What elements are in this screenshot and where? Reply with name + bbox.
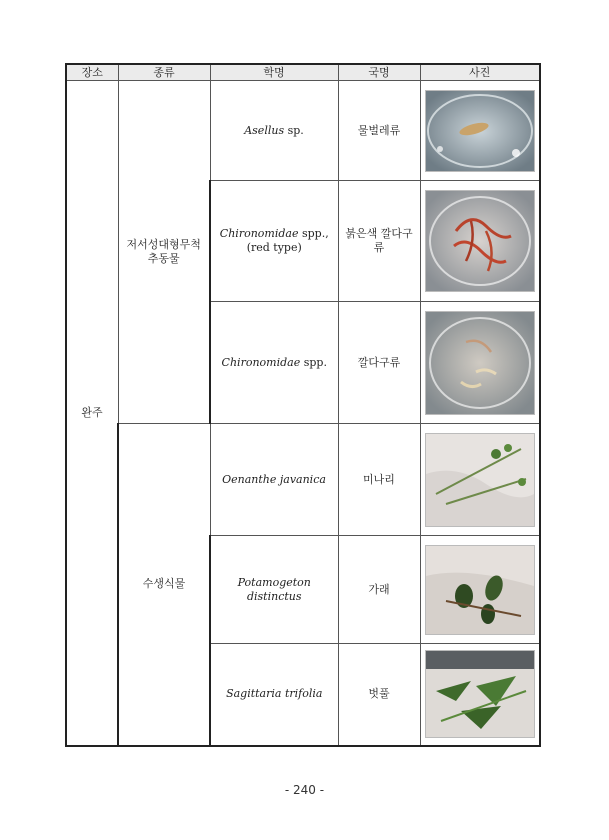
photo-cell: [420, 181, 540, 302]
table-row: [66, 81, 540, 181]
location-cell: 완주: [66, 81, 118, 746]
common-name-cell: 깔다구류: [338, 302, 420, 424]
scientific-name-cell: Asellus sp.: [210, 81, 338, 181]
arrowhead-photo: [425, 650, 535, 738]
table-header-row: [66, 64, 540, 81]
header-location: 장소: [66, 64, 118, 81]
table-row: [66, 424, 540, 536]
page-number: - 240 -: [284, 783, 325, 797]
photo-cell: [420, 644, 540, 746]
scientific-name-cell: Sagittaria trifolia: [210, 644, 338, 746]
pale-larvae-photo: [425, 311, 535, 415]
common-name-cell: 물벌레류: [338, 81, 420, 181]
pondweed-photo: [425, 545, 535, 635]
header-common-name: 국명: [338, 64, 420, 81]
scientific-name-cell: Oenanthe javanica: [210, 424, 338, 536]
header-type: 종류: [118, 64, 210, 81]
common-name-cell: 미나리: [338, 424, 420, 536]
photo-cell: [420, 302, 540, 424]
isopod-in-water-photo: [425, 90, 535, 172]
species-table: [65, 63, 541, 747]
red-larvae-photo: [425, 190, 535, 292]
scientific-name-cell: Chironomidae spp.: [210, 302, 338, 424]
type-cell-invertebrates: 저서성대형무척추동물: [118, 81, 210, 424]
water-dropwort-photo: [425, 433, 535, 527]
common-name-cell: 벗풀: [338, 644, 420, 746]
photo-cell: [420, 536, 540, 644]
type-cell-aquatic-plants: 수생식물: [118, 424, 210, 746]
common-name-cell: 붉은색 깔다구류: [338, 181, 420, 302]
common-name-cell: 가래: [338, 536, 420, 644]
header-scientific-name: 학명: [210, 64, 338, 81]
header-photo: 사진: [420, 64, 540, 81]
photo-cell: [420, 81, 540, 181]
photo-cell: [420, 424, 540, 536]
scientific-name-cell: Chironomidae spp., (red type): [210, 181, 338, 302]
scientific-name-cell: Potamogeton distinctus: [210, 536, 338, 644]
